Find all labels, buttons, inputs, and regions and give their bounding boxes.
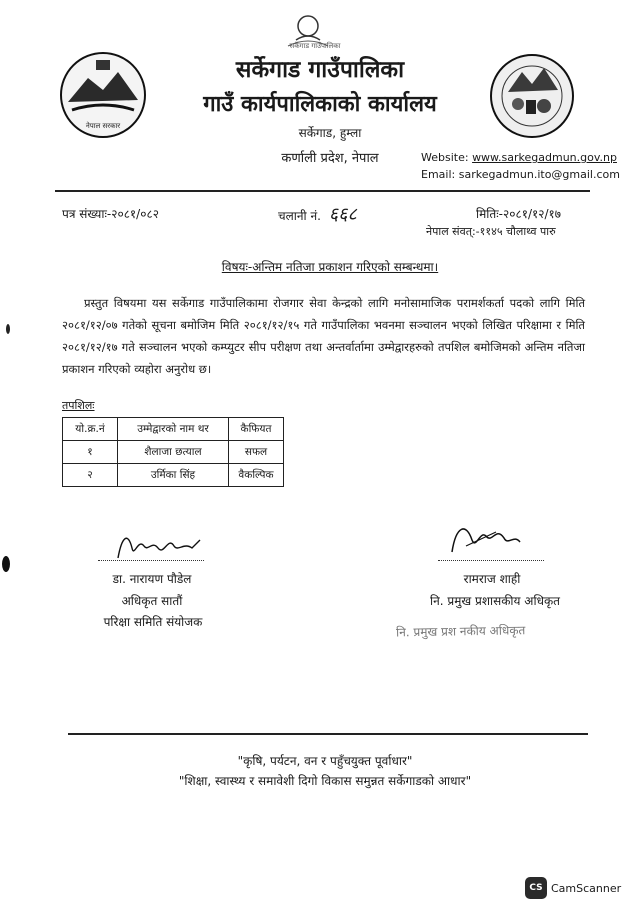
- row-remarks: सफल: [229, 441, 284, 464]
- table-row: [63, 464, 284, 487]
- header-divider: [55, 190, 590, 192]
- email-label: Email:: [421, 168, 456, 181]
- right-signature-line: [438, 560, 544, 561]
- footer-divider: [68, 733, 588, 735]
- emblem-caption: सर्केगाड गाउँपालिका: [289, 42, 341, 50]
- right-signatory-name: रामराज शाही: [463, 572, 521, 586]
- municipality-title: सर्केगाड गाउँपालिका: [235, 57, 405, 83]
- footer-motto-2: "शिक्षा, स्वास्थ्य र समावेशी दिगो विकास समुन्नत सर्केगाडको आधार": [178, 774, 472, 788]
- row-remarks: वैकल्पिक: [229, 464, 284, 487]
- office-title: गाउँ कार्यपालिकाको कार्यालय: [203, 92, 437, 117]
- website-label: Website:: [421, 151, 469, 164]
- table-row: [63, 441, 284, 464]
- punch-hole: [6, 324, 10, 334]
- col-name-header: उम्मेद्वारको नाम थर: [118, 418, 229, 441]
- row-name: शैलाजा छत्याल: [118, 441, 229, 464]
- camscanner-label: CamScanner: [551, 882, 622, 895]
- row-serial: १: [63, 441, 118, 464]
- results-table-wrap: [62, 417, 284, 487]
- right-signature-mark: [446, 516, 526, 560]
- dispatch-row: [278, 202, 357, 226]
- nepal-sambat: नेपाल संवत्:-११४५ चौलाथ्व पारु: [426, 225, 556, 238]
- website-row: [421, 151, 621, 164]
- footer-motto-1: "कृषि, पर्यटन, वन र पहुँचयुक्त पूर्वाधार": [237, 754, 413, 768]
- letter-body: प्रस्तुत विषयमा यस सर्केगाड गाउँपालिकामा रोजगार सेवा केन्द्रको लागि मनोसामाजिक परामर्शकर्ता पदको लागि मिति २०८१/१२/०७ गतेको सूचना बमोजिम मिति २०८१/१२/१५ गते गाउँपालिका भवनमा सञ्चालन भएको लिखित परिक्षामा र मिति २०८१/१२/१७ गते सञ्चालन भएको कम्प्युटर सीप परीक्षण तथा अन्तर्वार्तामा उम्मेद्वारहरुको तपशिल बमोजिमको अन्तिम नतिजा प्रकाशन गरिएको व्यहोरा अनुरोध छ।: [62, 296, 585, 376]
- email-value: sarkegadmun.ito@gmail.com: [458, 168, 620, 181]
- left-signature-line: [98, 560, 204, 561]
- row-serial: २: [63, 464, 118, 487]
- col-serial-header: यो.क्र.नं: [63, 418, 118, 441]
- left-signatory-title: अधिकृत सातौं: [121, 594, 183, 608]
- right-logo: [488, 52, 576, 140]
- address-line1: सर्केगाड, हुम्ला: [298, 126, 362, 140]
- col-remarks-header: कैफियत: [229, 418, 284, 441]
- left-signatory-role: परिक्षा समिति संयोजक: [103, 615, 203, 629]
- details-label: तपशिलः: [62, 399, 95, 412]
- table-header-row: [63, 418, 284, 441]
- row-name: उर्मिका सिंह: [118, 464, 229, 487]
- subject-line: विषयः-अन्तिम नतिजा प्रकाशन गरिएको सम्बन्धमा।: [221, 260, 439, 274]
- website-link[interactable]: www.sarkegadmun.gov.np: [472, 151, 617, 164]
- ref-number: पत्र संख्याः-२०८१/०८२: [62, 207, 159, 221]
- address-line2: कर्णाली प्रदेश, नेपाल: [281, 151, 379, 166]
- left-signatory-name: डा. नारायण पौडेल: [112, 572, 192, 586]
- dispatch-label: चलानी नं.: [278, 209, 321, 223]
- left-signature-mark: [112, 528, 208, 564]
- left-logo-caption: नेपाल सरकार: [85, 122, 121, 130]
- right-signatory-stamp: नि. प्रमुख प्रश नकीय अधिकृत: [395, 623, 526, 640]
- letter-date: मितिः-२०८१/१२/१७: [476, 207, 561, 221]
- dispatch-number: ६६८: [328, 204, 357, 225]
- email-row: [421, 168, 621, 181]
- right-signatory-title: नि. प्रमुख प्रशासकीय अधिकृत: [429, 594, 561, 608]
- punch-hole: [2, 556, 10, 572]
- results-table: [62, 417, 284, 487]
- camscanner-badge: CS: [525, 877, 547, 899]
